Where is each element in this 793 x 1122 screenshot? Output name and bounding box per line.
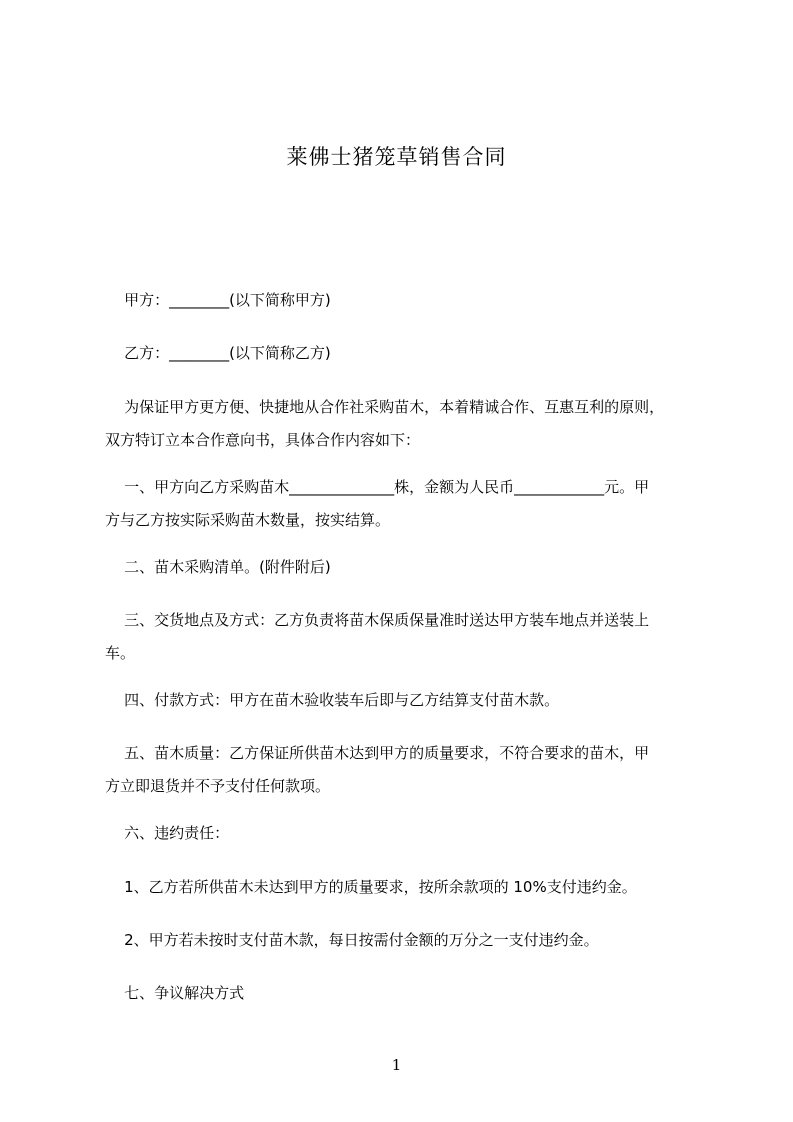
- clause-2-list: 二、苗木采购清单。(附件附后): [105, 558, 331, 576]
- document-title: 莱佛士猪笼草销售合同: [286, 145, 507, 169]
- party-a-line: 甲方：________(以下简称甲方): [105, 291, 331, 309]
- page-number: 1: [391, 1056, 402, 1074]
- liability-item-1: 1、乙方若所供苗木未达到甲方的质量要求，按所余款项的 10%支付违约金。: [105, 878, 637, 896]
- clause-3-delivery: 三、交货地点及方式：乙方负责将苗木保质保量准时送达甲方装车地点并送装上 车。: [105, 611, 650, 662]
- clause-7-dispute: 七、争议解决方式: [105, 984, 245, 1002]
- clause-4-payment: 四、付款方式：甲方在苗木验收装车后即与乙方结算支付苗木款。: [105, 691, 560, 709]
- clause-6-liability: 六、违约责任：: [105, 824, 230, 842]
- clause-1-purchase: 一、甲方向乙方采购苗木______________株，金额为人民币____________元。甲 方与乙方按实际采购苗木数量，按实结算。: [105, 478, 650, 529]
- party-b-line: 乙方：________(以下简称乙方): [105, 344, 331, 362]
- intro-paragraph: 为保证甲方更方便、快捷地从合作社采购苗木，本着精诚合作、互惠互利的原则， 双方特订立本合作意向书，具体合作内容如下：: [105, 398, 665, 449]
- liability-item-2: 2、甲方若未按时支付苗木款，每日按需付金额的万分之一支付违约金。: [105, 931, 599, 949]
- clause-5-quality: 五、苗木质量：乙方保证所供苗木达到甲方的质量要求，不符合要求的苗木，甲 方立即退货并不予支付任何款项。: [105, 744, 650, 795]
